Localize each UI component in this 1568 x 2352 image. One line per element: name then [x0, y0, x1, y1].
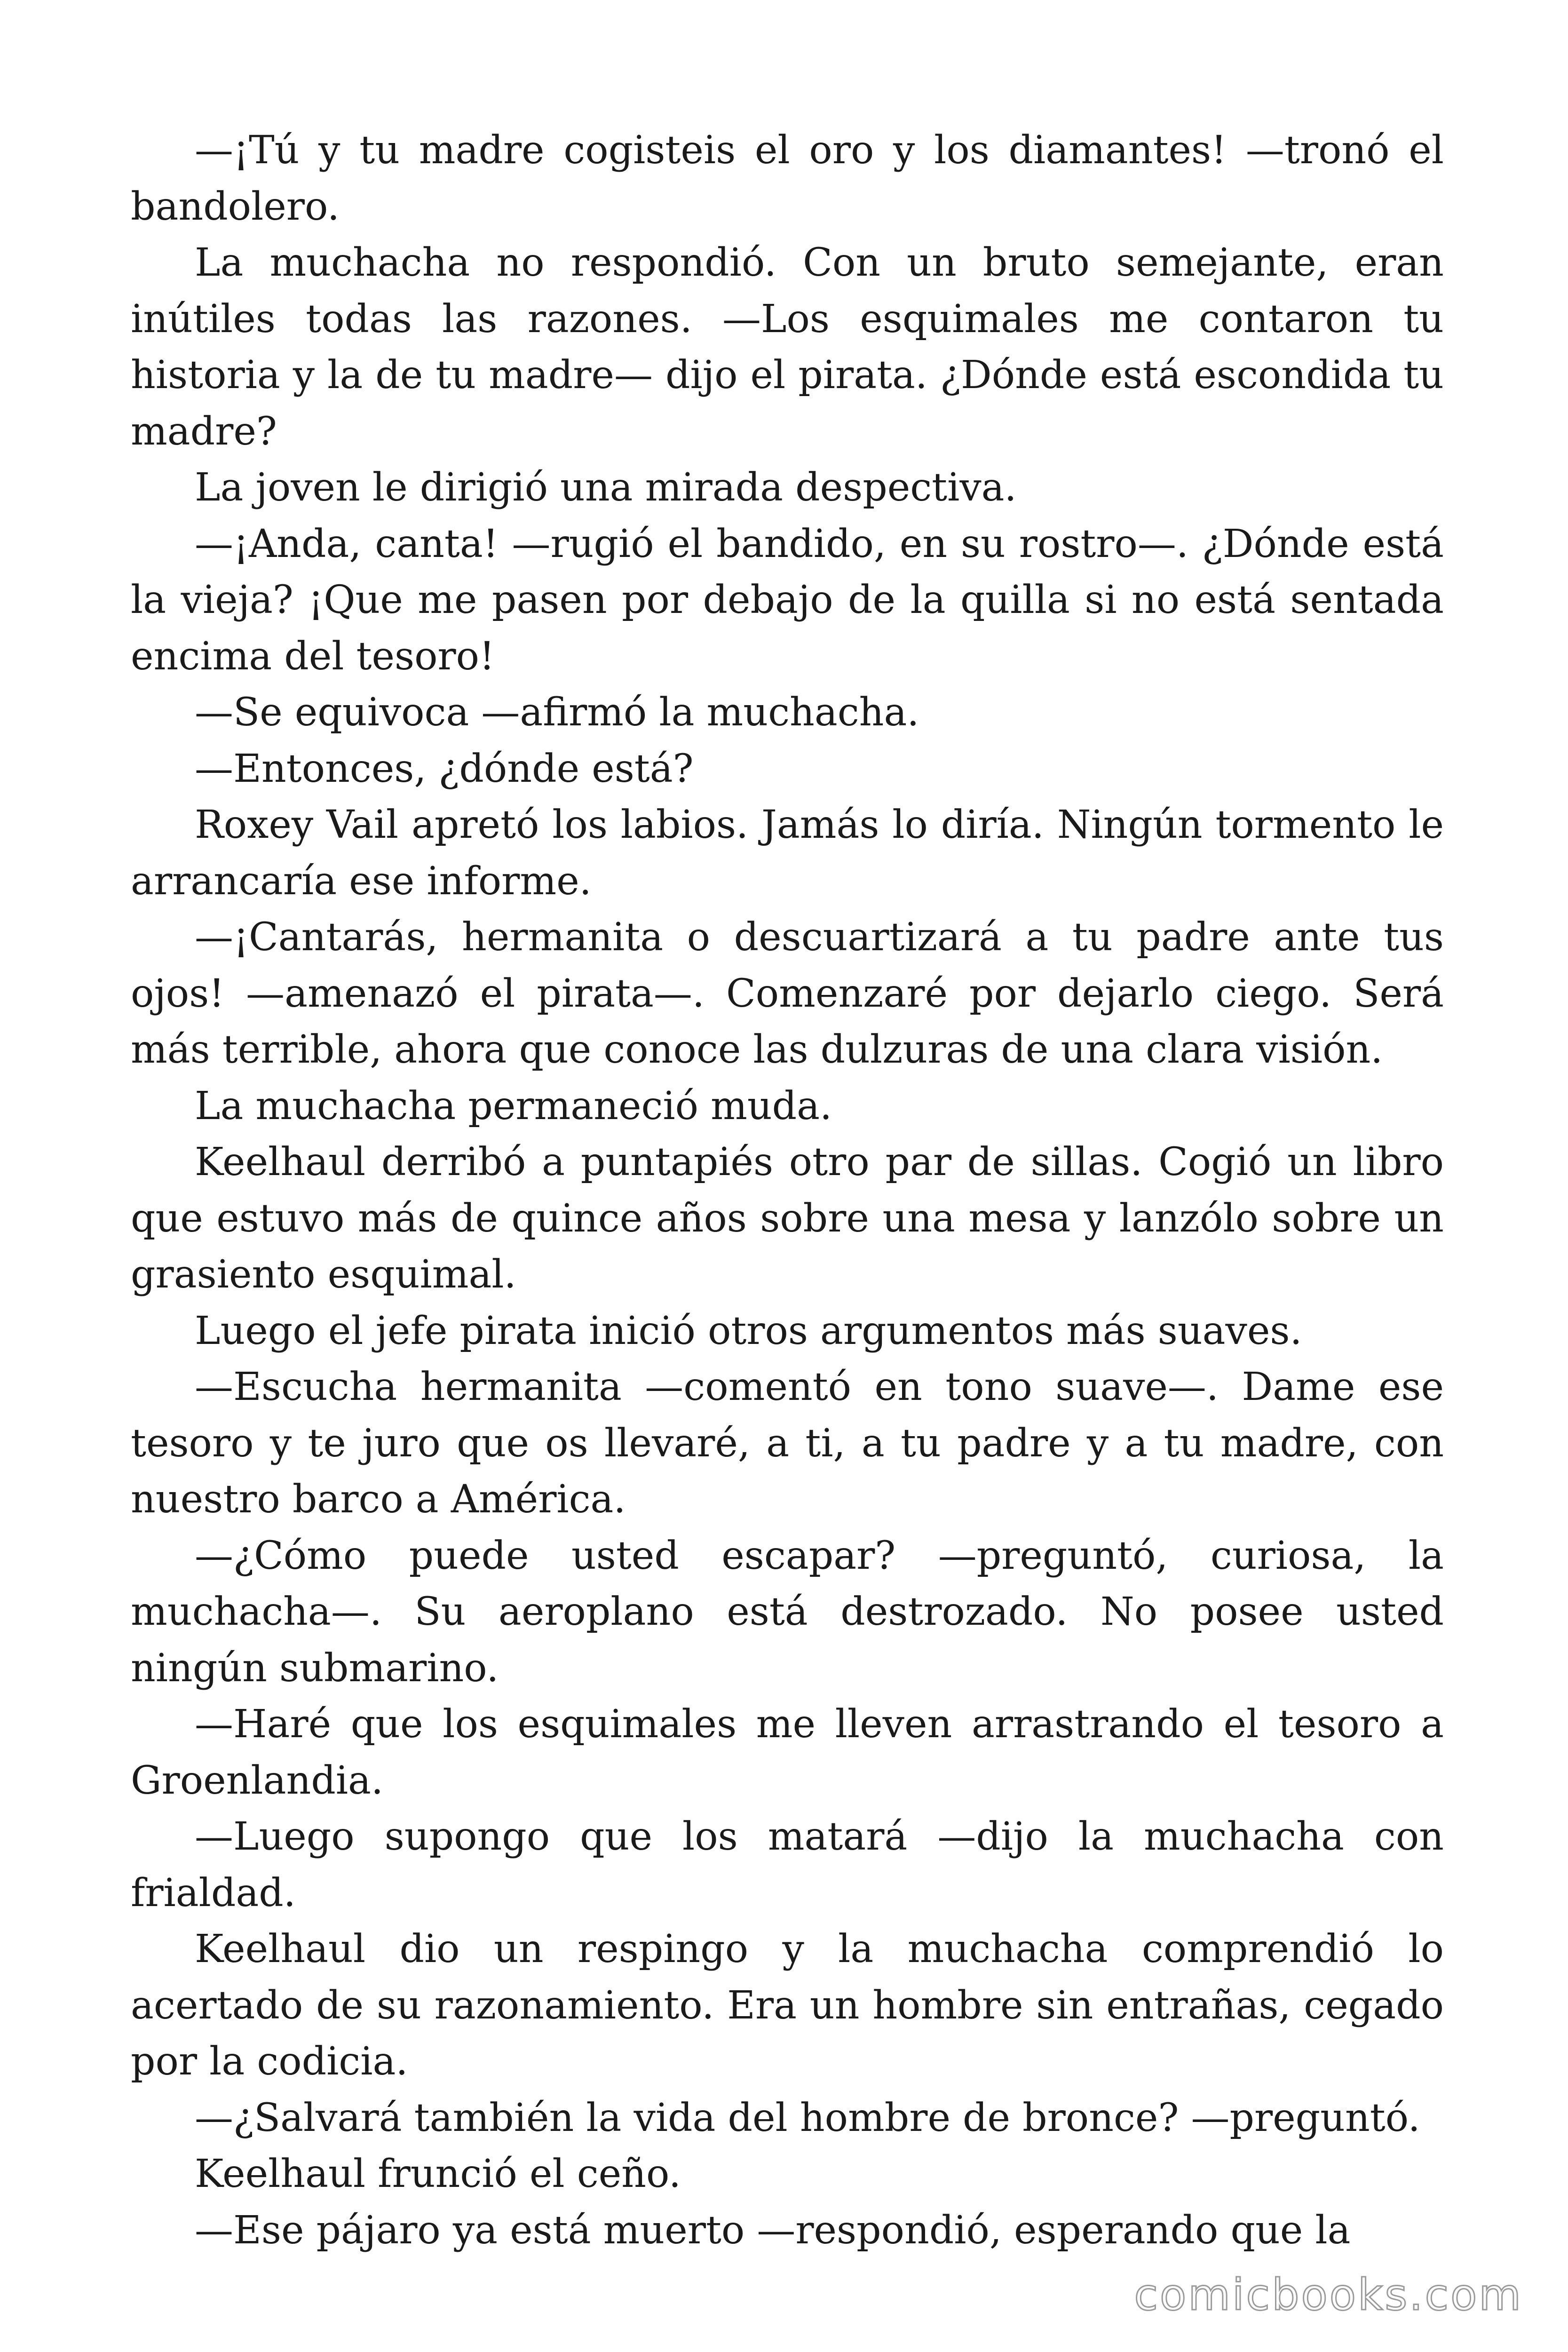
paragraph: Luego el jefe pirata inició otros argumentos más suaves. — [195, 1308, 1302, 1353]
paragraph: —Ese pájaro ya está muerto —respondió, esperando que la — [195, 2208, 1351, 2253]
paragraph: La muchacha permaneció muda. — [195, 1083, 832, 1128]
watermark: comicbooks.com — [1134, 2270, 1523, 2320]
paragraph: —Entonces, ¿dónde está? — [195, 746, 694, 791]
paragraph: La muchacha no respondió. Con un bruto semejante, eran inútiles todas las razones. —Los esquimales me contaron tu historia y la de tu madre— dijo el pirata. ¿Dónde está escondida tu madre? — [131, 240, 1444, 454]
paragraph: —¡Anda, canta! —rugió el bandido, en su rostro—. ¿Dónde está la vieja? ¡Que me pasen por debajo de la quilla si no está sentada encima del tesoro! — [131, 521, 1444, 679]
paragraph: Keelhaul frunció el ceño. — [195, 2152, 681, 2196]
paragraph: —¿Salvará también la vida del hombre de bronce? —preguntó. — [195, 2095, 1420, 2140]
paragraph: —¡Tú y tu madre cogisteis el oro y los diamantes! —tronó el bandolero. — [131, 128, 1444, 229]
paragraph: Keelhaul dio un respingo y la muchacha comprendió lo acertado de su razonamiento. Era un hombre sin entrañas, cegado por la codicia. — [131, 1927, 1444, 2084]
paragraph: —Escucha hermanita —comentó en tono suave—. Dame ese tesoro y te juro que os llevaré, a ti, a tu padre y a tu madre, con nuestro barco a América. — [131, 1365, 1444, 1522]
paragraph: Roxey Vail apretó los labios. Jamás lo diría. Ningún tormento le arrancaría ese informe. — [131, 803, 1444, 904]
paragraph: —Haré que los esquimales me lleven arrastrando el tesoro a Groenlandia. — [131, 1702, 1444, 1803]
paragraph: Keelhaul derribó a puntapiés otro par de sillas. Cogió un libro que estuvo más de quince años sobre una mesa y lanzólo sobre un grasiento esquimal. — [131, 1140, 1444, 1297]
paragraph: —¿Cómo puede usted escapar? —preguntó, curiosa, la muchacha—. Su aeroplano está destrozado. No posee usted ningún submarino. — [131, 1533, 1444, 1691]
body-text — [131, 122, 1444, 2258]
paragraph: La joven le dirigió una mirada despectiva. — [195, 465, 1017, 510]
paragraph: —Se equivoca —afirmó la muchacha. — [195, 690, 919, 735]
paragraph: —¡Cantarás, hermanita o descuartizará a tu padre ante tus ojos! —amenazó el pirata—. Comenzaré por dejarlo ciego. Será más terrible, ahora que conoce las dulzuras de una clara visión. — [131, 915, 1444, 1072]
paragraph: —Luego supongo que los matará —dijo la muchacha con frialdad. — [131, 1814, 1444, 1915]
